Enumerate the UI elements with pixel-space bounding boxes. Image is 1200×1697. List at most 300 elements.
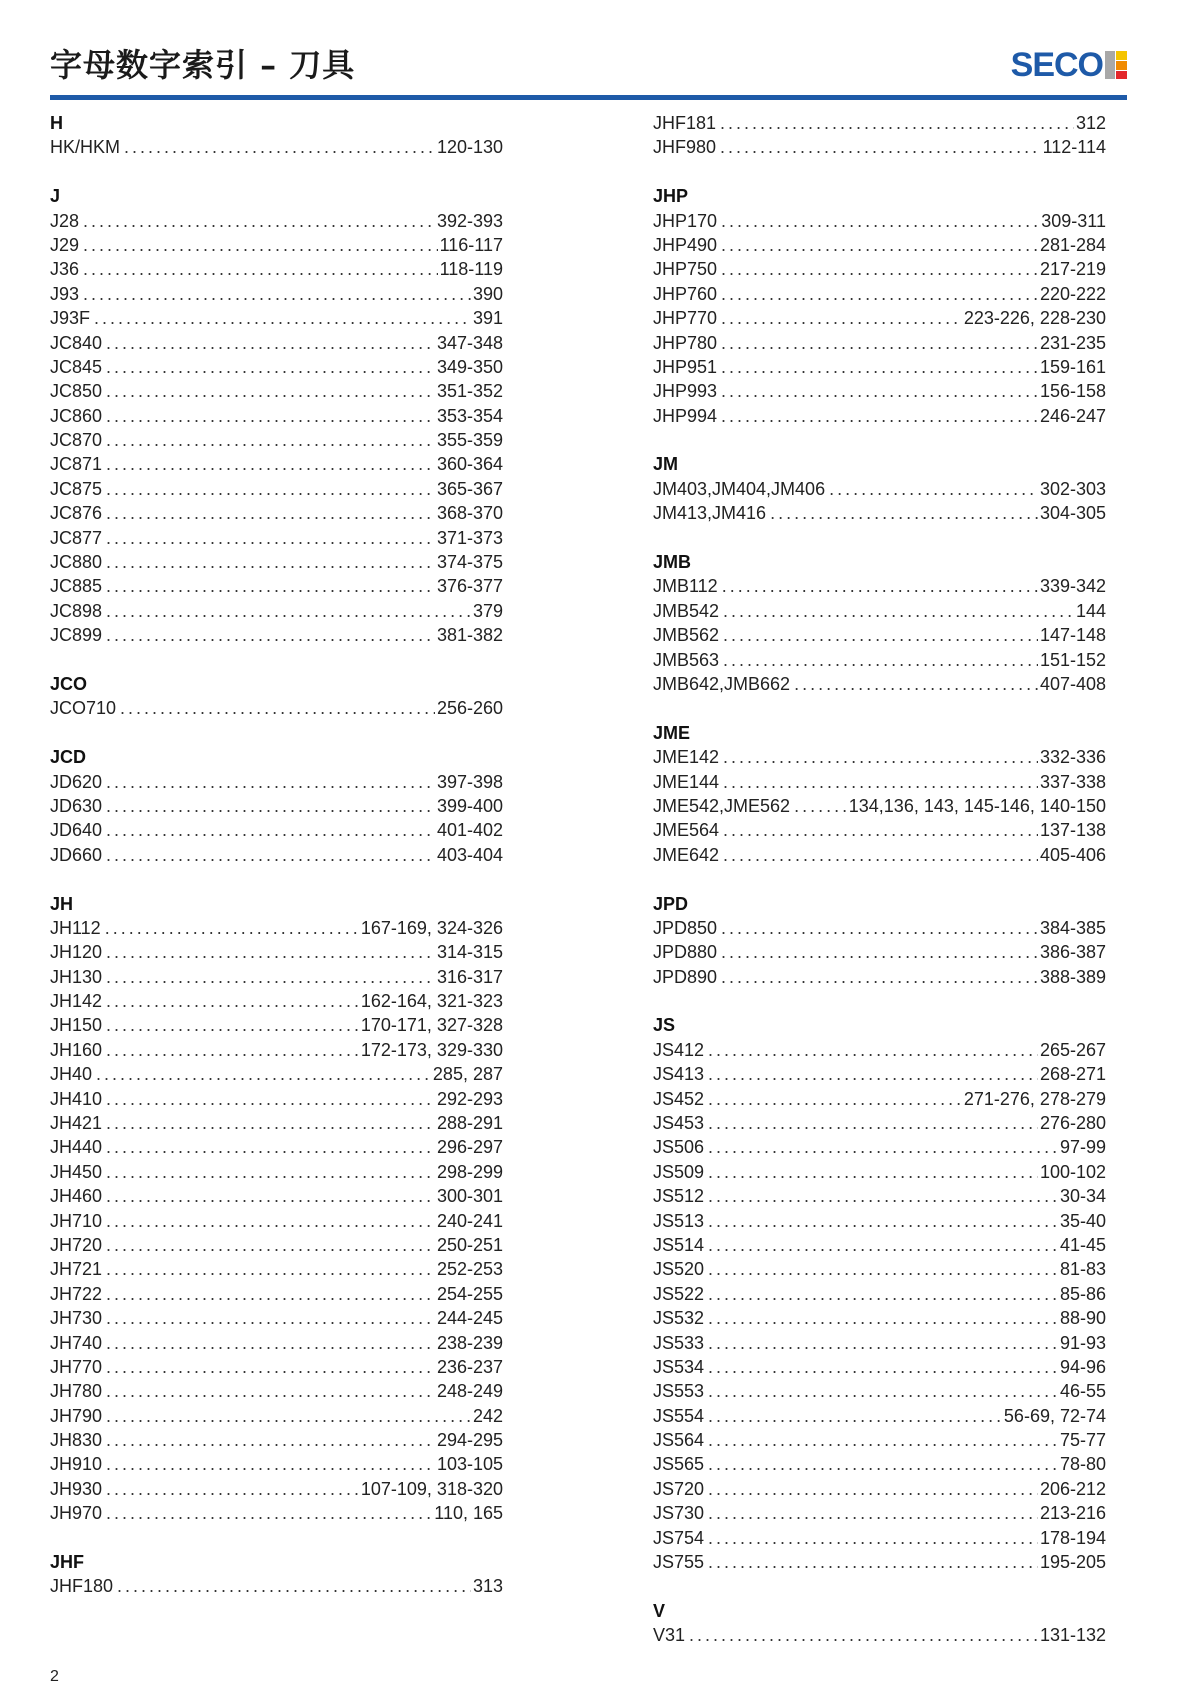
page-reference: 231-235 (1039, 332, 1106, 353)
page-reference: 131-132 (1039, 1625, 1106, 1646)
index-group (50, 745, 503, 867)
page-reference: 156-158 (1039, 381, 1106, 402)
dot-leader (83, 209, 435, 233)
index-entry (653, 1160, 1106, 1184)
index-entry (50, 1038, 503, 1062)
dot-leader (721, 916, 1038, 940)
dot-leader (106, 526, 435, 550)
page-reference: 254-255 (436, 1283, 503, 1304)
page-reference: 368-370 (436, 503, 503, 524)
index-entry (653, 1282, 1106, 1306)
page-reference: 309-311 (1041, 210, 1106, 231)
page-reference: 248-249 (436, 1381, 503, 1402)
index-entry (653, 648, 1106, 672)
index-entry (50, 209, 503, 233)
page-reference: 110, 165 (434, 1503, 503, 1524)
index-group-title: H (50, 113, 63, 133)
product-code: JH440 (50, 1137, 103, 1158)
product-code: JH120 (50, 942, 103, 963)
page-reference: 298-299 (436, 1161, 503, 1182)
product-code: JS534 (653, 1356, 705, 1377)
product-code: JHP760 (653, 283, 718, 304)
product-code: JMB563 (653, 649, 720, 670)
product-code: JC875 (50, 478, 103, 499)
index-entry (50, 135, 503, 159)
dot-leader (106, 1404, 471, 1428)
page-reference: 265-267 (1039, 1039, 1106, 1060)
index-entry (653, 794, 1106, 818)
product-code: JH930 (50, 1478, 103, 1499)
dot-leader (708, 1452, 1058, 1476)
page-reference: 246-247 (1039, 405, 1106, 426)
product-code: JHP994 (653, 405, 718, 426)
index-entry (50, 818, 503, 842)
dot-leader (721, 257, 1038, 281)
page-reference: 386-387 (1039, 942, 1106, 963)
index-entry (653, 1452, 1106, 1476)
page-reference: 353-354 (436, 405, 503, 426)
dot-leader (106, 1038, 359, 1062)
dot-leader (708, 1209, 1058, 1233)
dot-leader (124, 135, 435, 159)
dot-leader (721, 940, 1038, 964)
product-code: JMB642,JMB662 (653, 673, 791, 694)
index-entry (50, 1087, 503, 1111)
page-reference: 256-260 (436, 698, 503, 719)
dot-leader (106, 599, 471, 623)
index-entry (653, 111, 1106, 135)
dot-leader (721, 209, 1039, 233)
product-code: JS513 (653, 1210, 705, 1231)
index-entry (653, 1379, 1106, 1403)
dot-leader (829, 477, 1038, 501)
page-reference: 30-34 (1059, 1186, 1106, 1207)
page-reference: 81-83 (1059, 1259, 1106, 1280)
page-reference: 365-367 (436, 478, 503, 499)
page-reference: 244-245 (436, 1308, 503, 1329)
index-entry (653, 818, 1106, 842)
product-code: JS506 (653, 1137, 705, 1158)
product-code: JM403,JM404,JM406 (653, 478, 826, 499)
product-code: JC850 (50, 381, 103, 402)
index-entry (50, 1501, 503, 1525)
index-entry (50, 379, 503, 403)
dot-leader (106, 1184, 435, 1208)
page-reference: 107-109, 318-320 (360, 1478, 503, 1499)
dot-leader (106, 1355, 435, 1379)
page-reference: 292-293 (436, 1088, 503, 1109)
index-entry (50, 477, 503, 501)
logo-wordmark: SECO (1010, 46, 1103, 84)
product-code: JD630 (50, 795, 103, 816)
index-group (653, 721, 1106, 867)
product-code: JS533 (653, 1332, 705, 1353)
dot-leader (106, 940, 435, 964)
index-entry (50, 1574, 503, 1598)
page-reference: 236-237 (436, 1356, 503, 1377)
index-group-title: JMB (653, 552, 692, 573)
product-code: JH40 (50, 1064, 93, 1085)
index-entry (50, 989, 503, 1013)
dot-leader (708, 1355, 1058, 1379)
index-entry (653, 1526, 1106, 1550)
dot-leader (106, 770, 435, 794)
index-entry (50, 1233, 503, 1257)
page-reference: 401-402 (436, 820, 503, 841)
page-reference: 162-164, 321-323 (360, 991, 503, 1012)
page-reference: 195-205 (1039, 1552, 1106, 1573)
product-code: JH910 (50, 1454, 103, 1475)
product-code: JS553 (653, 1381, 705, 1402)
logo-mark-icon (1105, 51, 1127, 79)
index-group (653, 1599, 1106, 1648)
index-group (653, 452, 1106, 525)
dot-leader (708, 1087, 962, 1111)
page-reference: 405-406 (1039, 844, 1106, 865)
dot-leader (94, 306, 471, 330)
page-reference: 250-251 (436, 1234, 503, 1255)
index-entry (653, 1404, 1106, 1428)
page-reference: 103-105 (436, 1454, 503, 1475)
index-entry (653, 1087, 1106, 1111)
product-code: JS522 (653, 1283, 705, 1304)
dot-leader (106, 1331, 435, 1355)
page-reference: 242 (472, 1405, 503, 1426)
dot-leader (106, 1306, 435, 1330)
index-entry (50, 331, 503, 355)
index-entry (653, 1306, 1106, 1330)
index-entry (50, 1404, 503, 1428)
page-reference: 313 (472, 1576, 503, 1597)
index-group (50, 672, 503, 721)
dot-leader (708, 1526, 1038, 1550)
index-group-title: JPD (653, 893, 689, 914)
product-code: JC845 (50, 356, 103, 377)
page-reference: 252-253 (436, 1259, 503, 1280)
index-group-title: JHP (653, 186, 689, 207)
dot-leader (106, 428, 435, 452)
product-code: JH721 (50, 1259, 103, 1280)
index-entry (50, 1257, 503, 1281)
index-entry (653, 379, 1106, 403)
page-reference: 172-173, 329-330 (360, 1039, 503, 1060)
index-entry (50, 1379, 503, 1403)
product-code: JH730 (50, 1308, 103, 1329)
page-reference: 351-352 (436, 381, 503, 402)
index-group-title: JM (653, 454, 679, 475)
dot-leader (708, 1501, 1038, 1525)
dot-leader (723, 770, 1038, 794)
product-code: JS514 (653, 1234, 705, 1255)
dot-leader (723, 623, 1038, 647)
index-entry (50, 965, 503, 989)
index-entry (653, 672, 1106, 696)
index-group (653, 184, 1106, 428)
index-entry (50, 1331, 503, 1355)
dot-leader (708, 1160, 1038, 1184)
page-reference: 46-55 (1059, 1381, 1106, 1402)
product-code: JH710 (50, 1210, 103, 1231)
dot-leader (708, 1404, 1002, 1428)
index-group-title: JH (50, 893, 74, 914)
product-code: JS730 (653, 1503, 705, 1524)
index-entry (50, 1477, 503, 1501)
index-entry (50, 282, 503, 306)
dot-leader (106, 1013, 359, 1037)
product-code: JHP951 (653, 356, 718, 377)
dot-leader (106, 452, 435, 476)
index-entry (653, 1038, 1106, 1062)
product-code: JS754 (653, 1527, 705, 1548)
dot-leader (723, 599, 1074, 623)
product-code: JH410 (50, 1088, 103, 1109)
product-code: V31 (653, 1625, 686, 1646)
page-reference: 220-222 (1039, 283, 1106, 304)
index-entry (50, 1428, 503, 1452)
dot-leader (106, 1282, 435, 1306)
index-entry (50, 1135, 503, 1159)
product-code: JPD880 (653, 942, 718, 963)
product-code: JC860 (50, 405, 103, 426)
dot-leader (83, 282, 471, 306)
product-code: JH780 (50, 1381, 103, 1402)
product-code: JC877 (50, 527, 103, 548)
dot-leader (722, 574, 1038, 598)
index-entry (50, 257, 503, 281)
dot-leader (106, 550, 435, 574)
index-group (653, 550, 1106, 696)
page-reference: 339-342 (1039, 576, 1106, 597)
index-entry (653, 1233, 1106, 1257)
product-code: JME564 (653, 820, 720, 841)
product-code: JCO710 (50, 698, 117, 719)
page-reference: 288-291 (436, 1113, 503, 1134)
product-code: HK/HKM (50, 137, 121, 158)
product-code: JH160 (50, 1039, 103, 1060)
index-entry (50, 355, 503, 379)
index-entry (50, 452, 503, 476)
dot-leader (106, 1087, 435, 1111)
page-reference: 159-161 (1039, 356, 1106, 377)
dot-leader (106, 794, 435, 818)
page-reference: 316-317 (436, 966, 503, 987)
index-entry (653, 1257, 1106, 1281)
page-reference: 268-271 (1039, 1064, 1106, 1085)
dot-leader (721, 355, 1038, 379)
page-reference: 91-93 (1059, 1332, 1106, 1353)
product-code: JS512 (653, 1186, 705, 1207)
page-reference: 78-80 (1059, 1454, 1106, 1475)
index-group-title: J (50, 186, 61, 207)
page-reference: 390 (472, 283, 503, 304)
index-entry (653, 1062, 1106, 1086)
page-reference: 399-400 (436, 795, 503, 816)
product-code: JS413 (653, 1064, 705, 1085)
page-header (50, 40, 1127, 96)
index-group (653, 1013, 1106, 1574)
page-reference: 88-90 (1059, 1308, 1106, 1329)
page-reference: 388-389 (1039, 966, 1106, 987)
index-entry (653, 745, 1106, 769)
index-entry (50, 770, 503, 794)
product-code: JD640 (50, 820, 103, 841)
index-entry (653, 1135, 1106, 1159)
product-code: JS452 (653, 1088, 705, 1109)
page-reference: 391 (472, 308, 503, 329)
page-reference: 167-169, 324-326 (360, 917, 503, 938)
product-code: JC898 (50, 600, 103, 621)
index-entry (653, 1428, 1106, 1452)
index-entry (50, 501, 503, 525)
index-entry (50, 1062, 503, 1086)
product-code: JC840 (50, 332, 103, 353)
index-group-title: JCD (50, 747, 87, 768)
index-entry (50, 574, 503, 598)
dot-leader (723, 818, 1038, 842)
page-reference: 206-212 (1039, 1478, 1106, 1499)
product-code: J29 (50, 234, 80, 255)
page-reference: 355-359 (436, 430, 503, 451)
dot-leader (708, 1062, 1038, 1086)
dot-leader (106, 1257, 435, 1281)
page-reference: 403-404 (436, 844, 503, 865)
index-entry (653, 306, 1106, 330)
dot-leader (106, 818, 435, 842)
page-reference: 379 (472, 600, 503, 621)
page-reference: 120-130 (436, 137, 503, 158)
page-reference: 238-239 (436, 1332, 503, 1353)
page-reference: 374-375 (436, 552, 503, 573)
index-group-title: JME (653, 722, 691, 743)
page-reference: 271-276, 278-279 (963, 1088, 1106, 1109)
dot-leader (106, 1233, 435, 1257)
product-code: JS720 (653, 1478, 705, 1499)
page-reference: 97-99 (1059, 1137, 1106, 1158)
product-code: JME542,JME562 (653, 795, 791, 816)
dot-leader (708, 1184, 1058, 1208)
index-entry (50, 526, 503, 550)
dot-leader (96, 1062, 431, 1086)
page-reference: 407-408 (1039, 673, 1106, 694)
page-reference: 276-280 (1039, 1113, 1106, 1134)
dot-leader (708, 1282, 1058, 1306)
dot-leader (106, 1135, 435, 1159)
index-entry (653, 135, 1106, 159)
index-entry (50, 1184, 503, 1208)
product-code: JHP770 (653, 308, 718, 329)
dot-leader (117, 1574, 471, 1598)
index-entry (50, 794, 503, 818)
product-code: JME142 (653, 747, 720, 768)
page-reference: 332-336 (1039, 747, 1106, 768)
index-entry (653, 1331, 1106, 1355)
index-entry (50, 1452, 503, 1476)
product-code: JHF180 (50, 1576, 114, 1597)
dot-leader (721, 404, 1038, 428)
index-entry (50, 940, 503, 964)
product-code: J28 (50, 210, 80, 231)
product-code: JM413,JM416 (653, 503, 767, 524)
dot-leader (106, 331, 435, 355)
product-code: JH112 (50, 917, 101, 938)
product-code: JH720 (50, 1234, 103, 1255)
product-code: JPD850 (653, 917, 718, 938)
dot-leader (106, 1160, 435, 1184)
product-code: JC871 (50, 454, 103, 475)
index-entry (653, 257, 1106, 281)
index-entry (653, 233, 1106, 257)
dot-leader (106, 965, 435, 989)
product-code: J93F (50, 308, 91, 329)
product-code: JMB542 (653, 600, 720, 621)
dot-leader (708, 1306, 1058, 1330)
dot-leader (721, 233, 1038, 257)
page-reference: 75-77 (1059, 1430, 1106, 1451)
page-reference: 151-152 (1039, 649, 1106, 670)
index-group (50, 111, 503, 160)
product-code: JMB562 (653, 625, 720, 646)
index-entry (653, 501, 1106, 525)
dot-leader (106, 1452, 435, 1476)
index-group-title: JS (653, 1015, 676, 1036)
product-code: JS564 (653, 1430, 705, 1451)
page-reference: 376-377 (436, 576, 503, 597)
index-entry (653, 1209, 1106, 1233)
page-title: 字母数字索引 – 刀具 (50, 46, 356, 84)
product-code: JC899 (50, 625, 103, 646)
page-reference: 118-119 (439, 259, 503, 280)
index-group (50, 184, 503, 647)
product-code: JHP993 (653, 381, 718, 402)
page-reference: 392-393 (436, 210, 503, 231)
product-code: JHP750 (653, 259, 718, 280)
page-reference: 397-398 (436, 771, 503, 792)
index-entry (653, 940, 1106, 964)
dot-leader (723, 648, 1038, 672)
index-entry (50, 696, 503, 720)
index-group-title: JHF (50, 1552, 85, 1573)
dot-leader (721, 965, 1038, 989)
product-code: JH130 (50, 966, 103, 987)
index-entry (653, 209, 1106, 233)
page-reference: 35-40 (1059, 1210, 1106, 1231)
page-reference: 116-117 (439, 234, 503, 255)
product-code: JH740 (50, 1332, 103, 1353)
page-number: 2 (50, 1668, 59, 1685)
index-entry (653, 1111, 1106, 1135)
index-entry (653, 1184, 1106, 1208)
page-reference: 296-297 (436, 1137, 503, 1158)
index-group-title: V (653, 1600, 666, 1621)
dot-leader (106, 989, 359, 1013)
page-reference: 381-382 (436, 625, 503, 646)
index-group-title: JCO (50, 673, 88, 694)
index-entry (653, 1550, 1106, 1574)
dot-leader (106, 1477, 359, 1501)
product-code: JD660 (50, 844, 103, 865)
dot-leader (770, 501, 1038, 525)
page-reference: 281-284 (1039, 234, 1106, 255)
seco-logo (1011, 48, 1127, 82)
product-code: JC870 (50, 430, 103, 451)
index-entry (50, 1013, 503, 1037)
product-code: JME144 (653, 771, 720, 792)
index-column-left (50, 111, 503, 1623)
page-reference: 312 (1075, 113, 1106, 133)
dot-leader (106, 1379, 435, 1403)
page-reference: 41-45 (1059, 1234, 1106, 1255)
dot-leader (720, 135, 1041, 159)
